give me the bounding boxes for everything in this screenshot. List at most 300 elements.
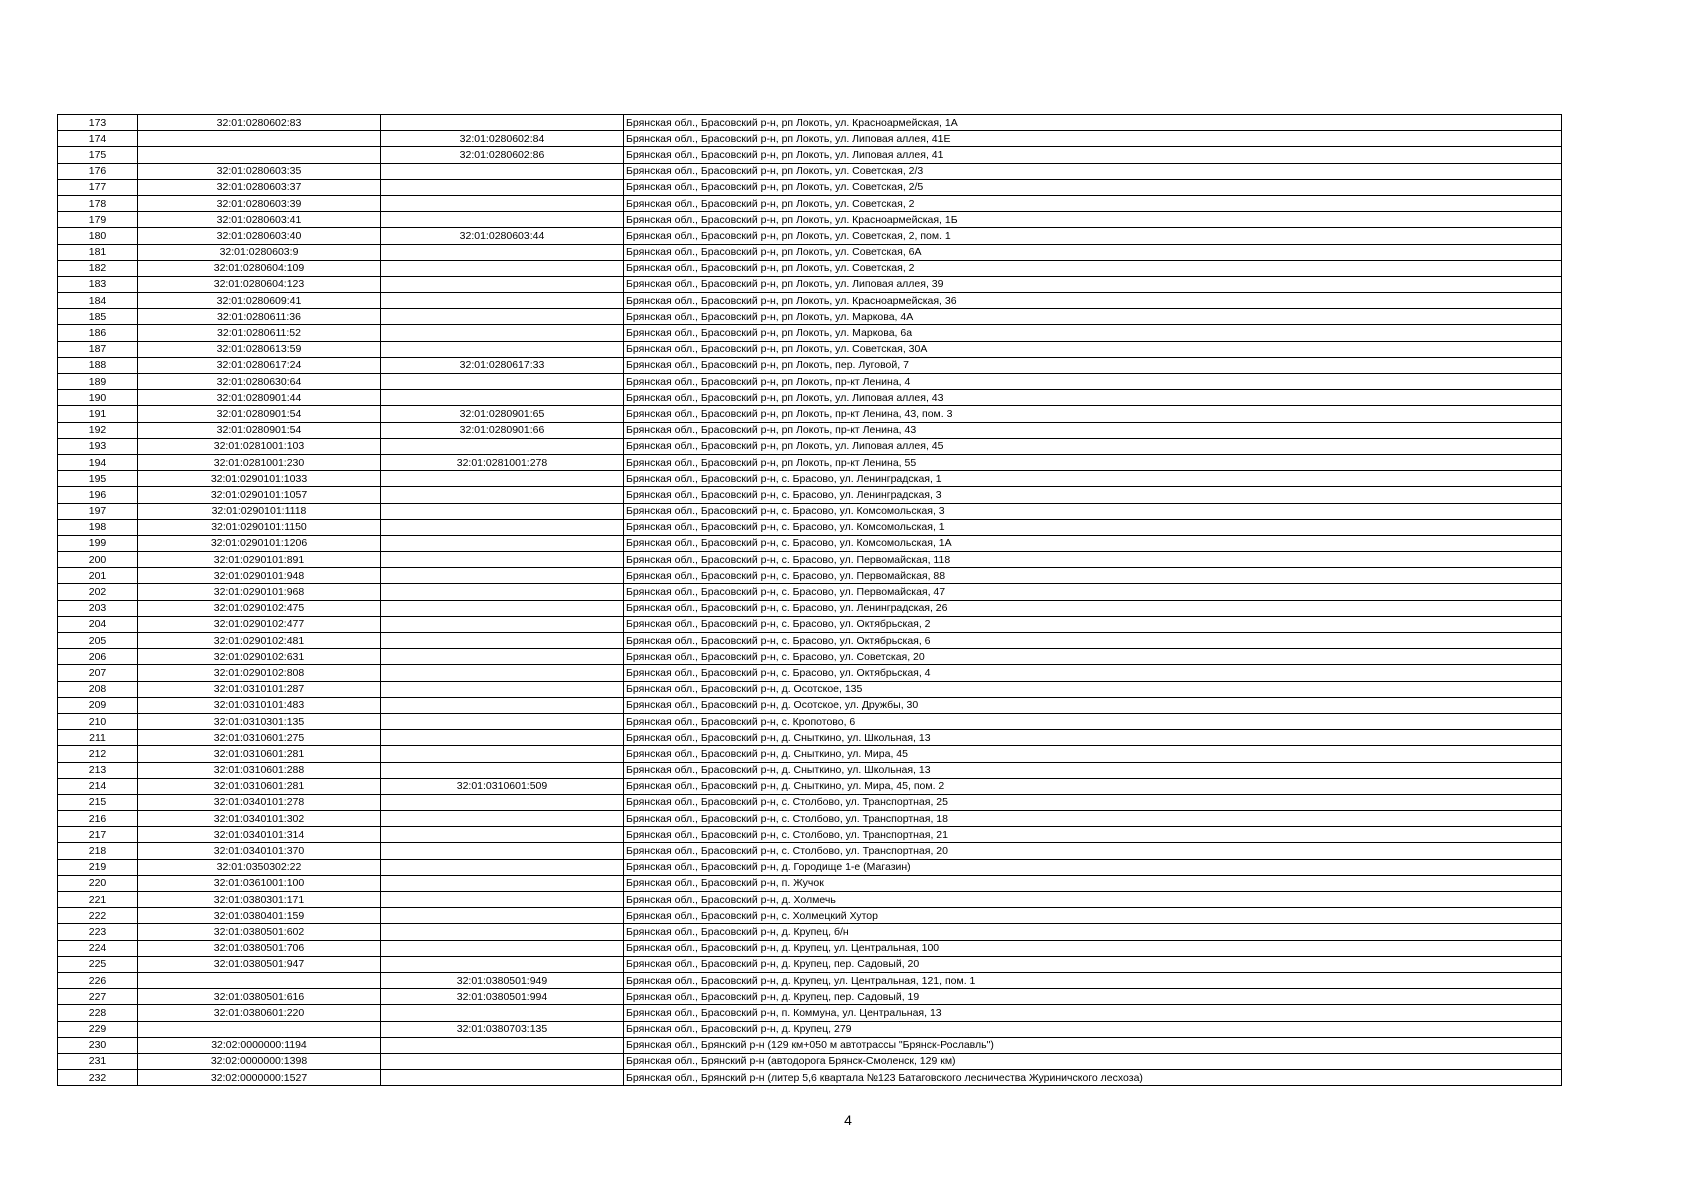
related-cadastral-number-cell: 32:01:0280602:84 bbox=[381, 131, 624, 147]
table-row bbox=[58, 357, 1562, 373]
cadastral-number-cell: 32:01:0290102:631 bbox=[138, 649, 381, 665]
table-row bbox=[58, 1037, 1562, 1053]
address-cell: Брянская обл., Брасовский р-н, рп Локоть, ул. Красноармейская, 1А bbox=[624, 115, 1562, 131]
table-row bbox=[58, 390, 1562, 406]
cadastral-number-cell: 32:01:0280901:54 bbox=[138, 422, 381, 438]
row-number-cell: 193 bbox=[58, 438, 138, 454]
address-cell: Брянская обл., Брасовский р-н, с. Столбово, ул. Транспортная, 20 bbox=[624, 843, 1562, 859]
row-number-cell: 215 bbox=[58, 794, 138, 810]
cadastral-number-cell bbox=[138, 1021, 381, 1037]
related-cadastral-number-cell: 32:01:0280901:65 bbox=[381, 406, 624, 422]
cadastral-number-cell: 32:01:0280603:39 bbox=[138, 195, 381, 211]
related-cadastral-number-cell: 32:01:0380501:994 bbox=[381, 989, 624, 1005]
page-number: 4 bbox=[844, 1112, 852, 1128]
address-cell: Брянская обл., Брасовский р-н, с. Брасово, ул. Первомайская, 118 bbox=[624, 552, 1562, 568]
address-cell: Брянская обл., Брасовский р-н, д. Крупец, пер. Садовый, 20 bbox=[624, 956, 1562, 972]
table-row bbox=[58, 924, 1562, 940]
cadastral-number-cell: 32:01:0281001:230 bbox=[138, 454, 381, 470]
related-cadastral-number-cell bbox=[381, 649, 624, 665]
row-number-cell: 220 bbox=[58, 875, 138, 891]
row-number-cell: 188 bbox=[58, 357, 138, 373]
table-row bbox=[58, 519, 1562, 535]
table-row bbox=[58, 843, 1562, 859]
table-row bbox=[58, 633, 1562, 649]
address-cell: Брянская обл., Брасовский р-н, п. Жучок bbox=[624, 875, 1562, 891]
row-number-cell: 183 bbox=[58, 276, 138, 292]
cadastral-number-cell: 32:01:0310601:281 bbox=[138, 778, 381, 794]
related-cadastral-number-cell bbox=[381, 633, 624, 649]
address-cell: Брянская обл., Брасовский р-н, д. Крупец, пер. Садовый, 19 bbox=[624, 989, 1562, 1005]
row-number-cell: 209 bbox=[58, 697, 138, 713]
cadastral-number-cell: 32:01:0310601:281 bbox=[138, 746, 381, 762]
row-number-cell: 187 bbox=[58, 341, 138, 357]
address-cell: Брянская обл., Брасовский р-н, рп Локоть, ул. Липовая аллея, 45 bbox=[624, 438, 1562, 454]
related-cadastral-number-cell: 32:01:0280603:44 bbox=[381, 228, 624, 244]
table-row bbox=[58, 972, 1562, 988]
address-cell: Брянская обл., Брянский р-н (129 км+050 м автотрассы "Брянск-Рославль") bbox=[624, 1037, 1562, 1053]
table-row bbox=[58, 956, 1562, 972]
address-cell: Брянская обл., Брасовский р-н, рп Локоть, ул. Маркова, 6а bbox=[624, 325, 1562, 341]
related-cadastral-number-cell bbox=[381, 503, 624, 519]
cadastral-number-cell: 32:01:0340101:314 bbox=[138, 827, 381, 843]
cadastral-number-cell: 32:01:0280630:64 bbox=[138, 374, 381, 390]
table-row bbox=[58, 406, 1562, 422]
cadastral-number-cell: 32:01:0380601:220 bbox=[138, 1005, 381, 1021]
table-row bbox=[58, 989, 1562, 1005]
row-number-cell: 228 bbox=[58, 1005, 138, 1021]
address-cell: Брянская обл., Брасовский р-н, рп Локоть, ул. Советская, 6А bbox=[624, 244, 1562, 260]
table-row bbox=[58, 665, 1562, 681]
row-number-cell: 204 bbox=[58, 616, 138, 632]
related-cadastral-number-cell bbox=[381, 713, 624, 729]
table-row bbox=[58, 131, 1562, 147]
related-cadastral-number-cell bbox=[381, 811, 624, 827]
table-row bbox=[58, 892, 1562, 908]
related-cadastral-number-cell: 32:01:0280617:33 bbox=[381, 357, 624, 373]
row-number-cell: 219 bbox=[58, 859, 138, 875]
table-row bbox=[58, 293, 1562, 309]
related-cadastral-number-cell: 32:01:0280602:86 bbox=[381, 147, 624, 163]
row-number-cell: 207 bbox=[58, 665, 138, 681]
table-row bbox=[58, 244, 1562, 260]
row-number-cell: 214 bbox=[58, 778, 138, 794]
related-cadastral-number-cell bbox=[381, 697, 624, 713]
table-row bbox=[58, 325, 1562, 341]
cadastral-number-cell: 32:01:0290102:475 bbox=[138, 600, 381, 616]
row-number-cell: 189 bbox=[58, 374, 138, 390]
row-number-cell: 185 bbox=[58, 309, 138, 325]
cadastral-number-cell: 32:01:0281001:103 bbox=[138, 438, 381, 454]
table-row bbox=[58, 940, 1562, 956]
related-cadastral-number-cell bbox=[381, 163, 624, 179]
related-cadastral-number-cell bbox=[381, 195, 624, 211]
related-cadastral-number-cell bbox=[381, 843, 624, 859]
cadastral-number-cell: 32:01:0340101:370 bbox=[138, 843, 381, 859]
related-cadastral-number-cell bbox=[381, 681, 624, 697]
row-number-cell: 176 bbox=[58, 163, 138, 179]
related-cadastral-number-cell bbox=[381, 1053, 624, 1069]
related-cadastral-number-cell bbox=[381, 1005, 624, 1021]
registry-table-body bbox=[58, 115, 1562, 1086]
table-row bbox=[58, 276, 1562, 292]
row-number-cell: 184 bbox=[58, 293, 138, 309]
table-row bbox=[58, 454, 1562, 470]
cadastral-number-cell: 32:01:0290101:1150 bbox=[138, 519, 381, 535]
address-cell: Брянская обл., Брасовский р-н, рп Локоть, ул. Советская, 30А bbox=[624, 341, 1562, 357]
row-number-cell: 197 bbox=[58, 503, 138, 519]
row-number-cell: 180 bbox=[58, 228, 138, 244]
cadastral-number-cell: 32:01:0380401:159 bbox=[138, 908, 381, 924]
row-number-cell: 174 bbox=[58, 131, 138, 147]
address-cell: Брянская обл., Брасовский р-н, рп Локоть, ул. Маркова, 4А bbox=[624, 309, 1562, 325]
cadastral-number-cell: 32:01:0380501:706 bbox=[138, 940, 381, 956]
row-number-cell: 186 bbox=[58, 325, 138, 341]
address-cell: Брянская обл., Брянский р-н (автодорога Брянск-Смоленск, 129 км) bbox=[624, 1053, 1562, 1069]
cadastral-number-cell: 32:01:0280901:44 bbox=[138, 390, 381, 406]
table-row bbox=[58, 875, 1562, 891]
related-cadastral-number-cell bbox=[381, 293, 624, 309]
row-number-cell: 194 bbox=[58, 454, 138, 470]
related-cadastral-number-cell bbox=[381, 438, 624, 454]
address-cell: Брянская обл., Брасовский р-н, рп Локоть, ул. Советская, 2/3 bbox=[624, 163, 1562, 179]
table-row bbox=[58, 811, 1562, 827]
address-cell: Брянская обл., Брасовский р-н, с. Брасово, ул. Ленинградская, 26 bbox=[624, 600, 1562, 616]
related-cadastral-number-cell bbox=[381, 115, 624, 131]
related-cadastral-number-cell bbox=[381, 762, 624, 778]
address-cell: Брянская обл., Брасовский р-н, рп Локоть, ул. Липовая аллея, 41Е bbox=[624, 131, 1562, 147]
address-cell: Брянская обл., Брасовский р-н, рп Локоть, ул. Липовая аллея, 43 bbox=[624, 390, 1562, 406]
cadastral-number-cell bbox=[138, 131, 381, 147]
address-cell: Брянская обл., Брасовский р-н, рп Локоть, ул. Красноармейская, 1Б bbox=[624, 212, 1562, 228]
cadastral-number-cell: 32:01:0290101:948 bbox=[138, 568, 381, 584]
cadastral-number-cell bbox=[138, 972, 381, 988]
cadastral-number-cell: 32:01:0340101:302 bbox=[138, 811, 381, 827]
row-number-cell: 181 bbox=[58, 244, 138, 260]
table-row bbox=[58, 1070, 1562, 1086]
cadastral-number-cell: 32:01:0380501:602 bbox=[138, 924, 381, 940]
related-cadastral-number-cell bbox=[381, 584, 624, 600]
address-cell: Брянская обл., Брасовский р-н, с. Брасово, ул. Первомайская, 47 bbox=[624, 584, 1562, 600]
cadastral-number-cell: 32:01:0290101:968 bbox=[138, 584, 381, 600]
table-row bbox=[58, 649, 1562, 665]
table-row bbox=[58, 212, 1562, 228]
cadastral-number-cell: 32:01:0280604:123 bbox=[138, 276, 381, 292]
address-cell: Брянская обл., Брасовский р-н, д. Крупец, 279 bbox=[624, 1021, 1562, 1037]
row-number-cell: 199 bbox=[58, 535, 138, 551]
address-cell: Брянская обл., Брасовский р-н, с. Брасово, ул. Первомайская, 88 bbox=[624, 568, 1562, 584]
cadastral-number-cell: 32:01:0290101:1057 bbox=[138, 487, 381, 503]
address-cell: Брянская обл., Брасовский р-н, с. Холмецкий Хутор bbox=[624, 908, 1562, 924]
address-cell: Брянская обл., Брасовский р-н, рп Локоть, пр-кт Ленина, 4 bbox=[624, 374, 1562, 390]
table-row bbox=[58, 568, 1562, 584]
row-number-cell: 173 bbox=[58, 115, 138, 131]
related-cadastral-number-cell bbox=[381, 924, 624, 940]
address-cell: Брянская обл., Брасовский р-н, рп Локоть, ул. Советская, 2/5 bbox=[624, 179, 1562, 195]
cadastral-number-cell: 32:01:0280611:52 bbox=[138, 325, 381, 341]
related-cadastral-number-cell bbox=[381, 244, 624, 260]
related-cadastral-number-cell bbox=[381, 908, 624, 924]
related-cadastral-number-cell bbox=[381, 535, 624, 551]
related-cadastral-number-cell bbox=[381, 730, 624, 746]
row-number-cell: 179 bbox=[58, 212, 138, 228]
related-cadastral-number-cell bbox=[381, 471, 624, 487]
table-row bbox=[58, 487, 1562, 503]
table-row bbox=[58, 471, 1562, 487]
table-row bbox=[58, 746, 1562, 762]
table-row bbox=[58, 422, 1562, 438]
table-row bbox=[58, 163, 1562, 179]
address-cell: Брянская обл., Брасовский р-н, д. Сныткино, ул. Мира, 45, пом. 2 bbox=[624, 778, 1562, 794]
related-cadastral-number-cell bbox=[381, 616, 624, 632]
row-number-cell: 229 bbox=[58, 1021, 138, 1037]
address-cell: Брянская обл., Брасовский р-н, д. Холмечь bbox=[624, 892, 1562, 908]
row-number-cell: 175 bbox=[58, 147, 138, 163]
related-cadastral-number-cell bbox=[381, 552, 624, 568]
cadastral-number-cell: 32:01:0350302:22 bbox=[138, 859, 381, 875]
row-number-cell: 216 bbox=[58, 811, 138, 827]
related-cadastral-number-cell bbox=[381, 309, 624, 325]
address-cell: Брянская обл., Брасовский р-н, рп Локоть, ул. Советская, 2 bbox=[624, 260, 1562, 276]
table-row bbox=[58, 713, 1562, 729]
row-number-cell: 182 bbox=[58, 260, 138, 276]
cadastral-number-cell: 32:01:0280604:109 bbox=[138, 260, 381, 276]
table-row bbox=[58, 115, 1562, 131]
table-row bbox=[58, 503, 1562, 519]
related-cadastral-number-cell bbox=[381, 1070, 624, 1086]
table-row bbox=[58, 616, 1562, 632]
address-cell: Брянская обл., Брасовский р-н, рп Локоть, ул. Липовая аллея, 39 bbox=[624, 276, 1562, 292]
related-cadastral-number-cell: 32:01:0281001:278 bbox=[381, 454, 624, 470]
address-cell: Брянская обл., Брасовский р-н, с. Брасово, ул. Советская, 20 bbox=[624, 649, 1562, 665]
related-cadastral-number-cell bbox=[381, 374, 624, 390]
related-cadastral-number-cell bbox=[381, 212, 624, 228]
address-cell: Брянская обл., Брасовский р-н, д. Крупец, б/н bbox=[624, 924, 1562, 940]
address-cell: Брянская обл., Брасовский р-н, д. Городище 1-е (Магазин) bbox=[624, 859, 1562, 875]
cadastral-number-cell: 32:01:0290101:1118 bbox=[138, 503, 381, 519]
cadastral-number-cell: 32:01:0310601:275 bbox=[138, 730, 381, 746]
table-row bbox=[58, 681, 1562, 697]
address-cell: Брянская обл., Брасовский р-н, с. Брасово, ул. Комсомольская, 1 bbox=[624, 519, 1562, 535]
table-row bbox=[58, 179, 1562, 195]
address-cell: Брянская обл., Брасовский р-н, д. Сныткино, ул. Школьная, 13 bbox=[624, 730, 1562, 746]
address-cell: Брянская обл., Брасовский р-н, д. Сныткино, ул. Мира, 45 bbox=[624, 746, 1562, 762]
table-row bbox=[58, 584, 1562, 600]
related-cadastral-number-cell bbox=[381, 260, 624, 276]
table-row bbox=[58, 697, 1562, 713]
related-cadastral-number-cell bbox=[381, 1037, 624, 1053]
address-cell: Брянская обл., Брасовский р-н, рп Локоть, ул. Советская, 2, пом. 1 bbox=[624, 228, 1562, 244]
table-row bbox=[58, 1005, 1562, 1021]
table-row bbox=[58, 260, 1562, 276]
table-row bbox=[58, 778, 1562, 794]
related-cadastral-number-cell bbox=[381, 892, 624, 908]
table-row bbox=[58, 228, 1562, 244]
related-cadastral-number-cell bbox=[381, 859, 624, 875]
cadastral-number-cell: 32:01:0290102:808 bbox=[138, 665, 381, 681]
related-cadastral-number-cell: 32:01:0380703:135 bbox=[381, 1021, 624, 1037]
table-row bbox=[58, 438, 1562, 454]
address-cell: Брянская обл., Брасовский р-н, д. Крупец, ул. Центральная, 100 bbox=[624, 940, 1562, 956]
row-number-cell: 231 bbox=[58, 1053, 138, 1069]
address-cell: Брянская обл., Брасовский р-н, с. Брасово, ул. Октябрьская, 2 bbox=[624, 616, 1562, 632]
cadastral-number-cell: 32:01:0290102:477 bbox=[138, 616, 381, 632]
cadastral-number-cell: 32:01:0280613:59 bbox=[138, 341, 381, 357]
address-cell: Брянская обл., Брасовский р-н, с. Столбово, ул. Транспортная, 18 bbox=[624, 811, 1562, 827]
address-cell: Брянская обл., Брасовский р-н, рп Локоть, пр-кт Ленина, 43, пом. 3 bbox=[624, 406, 1562, 422]
related-cadastral-number-cell bbox=[381, 568, 624, 584]
cadastral-number-cell: 32:01:0310101:287 bbox=[138, 681, 381, 697]
address-cell: Брянская обл., Брасовский р-н, рп Локоть, пр-кт Ленина, 43 bbox=[624, 422, 1562, 438]
cadastral-number-cell: 32:01:0280603:41 bbox=[138, 212, 381, 228]
cadastral-number-cell: 32:01:0340101:278 bbox=[138, 794, 381, 810]
row-number-cell: 195 bbox=[58, 471, 138, 487]
cadastral-number-cell: 32:01:0280603:40 bbox=[138, 228, 381, 244]
address-cell: Брянская обл., Брасовский р-н, с. Столбово, ул. Транспортная, 21 bbox=[624, 827, 1562, 843]
row-number-cell: 191 bbox=[58, 406, 138, 422]
table-row bbox=[58, 1021, 1562, 1037]
related-cadastral-number-cell bbox=[381, 341, 624, 357]
table-row bbox=[58, 535, 1562, 551]
address-cell: Брянская обл., Брасовский р-н, д. Осотское, ул. Дружбы, 30 bbox=[624, 697, 1562, 713]
address-cell: Брянская обл., Брасовский р-н, с. Столбово, ул. Транспортная, 25 bbox=[624, 794, 1562, 810]
table-row bbox=[58, 908, 1562, 924]
cadastral-number-cell: 32:01:0280603:37 bbox=[138, 179, 381, 195]
cadastral-number-cell: 32:02:0000000:1527 bbox=[138, 1070, 381, 1086]
related-cadastral-number-cell bbox=[381, 276, 624, 292]
row-number-cell: 217 bbox=[58, 827, 138, 843]
related-cadastral-number-cell bbox=[381, 600, 624, 616]
address-cell: Брянская обл., Брасовский р-н, с. Брасово, ул. Октябрьская, 4 bbox=[624, 665, 1562, 681]
registry-table bbox=[57, 114, 1562, 1086]
row-number-cell: 200 bbox=[58, 552, 138, 568]
related-cadastral-number-cell bbox=[381, 956, 624, 972]
address-cell: Брянская обл., Брасовский р-н, рп Локоть, ул. Красноармейская, 36 bbox=[624, 293, 1562, 309]
address-cell: Брянская обл., Брасовский р-н, с. Брасово, ул. Ленинградская, 1 bbox=[624, 471, 1562, 487]
table-row bbox=[58, 341, 1562, 357]
cadastral-number-cell: 32:01:0361001:100 bbox=[138, 875, 381, 891]
cadastral-number-cell: 32:01:0280609:41 bbox=[138, 293, 381, 309]
row-number-cell: 203 bbox=[58, 600, 138, 616]
table-row bbox=[58, 374, 1562, 390]
table-row bbox=[58, 730, 1562, 746]
cadastral-number-cell: 32:01:0380301:171 bbox=[138, 892, 381, 908]
related-cadastral-number-cell bbox=[381, 940, 624, 956]
row-number-cell: 196 bbox=[58, 487, 138, 503]
table-row bbox=[58, 552, 1562, 568]
row-number-cell: 225 bbox=[58, 956, 138, 972]
address-cell: Брянская обл., Брасовский р-н, рп Локоть, ул. Советская, 2 bbox=[624, 195, 1562, 211]
row-number-cell: 208 bbox=[58, 681, 138, 697]
cadastral-number-cell: 32:02:0000000:1194 bbox=[138, 1037, 381, 1053]
row-number-cell: 177 bbox=[58, 179, 138, 195]
row-number-cell: 226 bbox=[58, 972, 138, 988]
row-number-cell: 178 bbox=[58, 195, 138, 211]
cadastral-number-cell: 32:01:0290101:891 bbox=[138, 552, 381, 568]
row-number-cell: 213 bbox=[58, 762, 138, 778]
address-cell: Брянская обл., Брасовский р-н, д. Сныткино, ул. Школьная, 13 bbox=[624, 762, 1562, 778]
related-cadastral-number-cell bbox=[381, 827, 624, 843]
cadastral-number-cell: 32:01:0290101:1206 bbox=[138, 535, 381, 551]
row-number-cell: 230 bbox=[58, 1037, 138, 1053]
cadastral-number-cell: 32:01:0380501:947 bbox=[138, 956, 381, 972]
related-cadastral-number-cell bbox=[381, 794, 624, 810]
table-row bbox=[58, 195, 1562, 211]
row-number-cell: 201 bbox=[58, 568, 138, 584]
row-number-cell: 223 bbox=[58, 924, 138, 940]
related-cadastral-number-cell bbox=[381, 665, 624, 681]
table-row bbox=[58, 762, 1562, 778]
address-cell: Брянская обл., Брасовский р-н, п. Коммуна, ул. Центральная, 13 bbox=[624, 1005, 1562, 1021]
table-row bbox=[58, 827, 1562, 843]
table-row bbox=[58, 147, 1562, 163]
row-number-cell: 205 bbox=[58, 633, 138, 649]
address-cell: Брянская обл., Брасовский р-н, рп Локоть, ул. Липовая аллея, 41 bbox=[624, 147, 1562, 163]
row-number-cell: 192 bbox=[58, 422, 138, 438]
cadastral-number-cell: 32:01:0280611:36 bbox=[138, 309, 381, 325]
cadastral-number-cell: 32:01:0290102:481 bbox=[138, 633, 381, 649]
cadastral-number-cell bbox=[138, 147, 381, 163]
table-row bbox=[58, 794, 1562, 810]
related-cadastral-number-cell: 32:01:0310601:509 bbox=[381, 778, 624, 794]
table-row bbox=[58, 859, 1562, 875]
cadastral-number-cell: 32:01:0310101:483 bbox=[138, 697, 381, 713]
row-number-cell: 218 bbox=[58, 843, 138, 859]
cadastral-number-cell: 32:01:0280603:35 bbox=[138, 163, 381, 179]
cadastral-number-cell: 32:01:0380501:616 bbox=[138, 989, 381, 1005]
related-cadastral-number-cell: 32:01:0380501:949 bbox=[381, 972, 624, 988]
row-number-cell: 224 bbox=[58, 940, 138, 956]
row-number-cell: 206 bbox=[58, 649, 138, 665]
address-cell: Брянская обл., Брасовский р-н, с. Брасово, ул. Комсомольская, 3 bbox=[624, 503, 1562, 519]
row-number-cell: 222 bbox=[58, 908, 138, 924]
row-number-cell: 198 bbox=[58, 519, 138, 535]
cadastral-number-cell: 32:01:0280602:83 bbox=[138, 115, 381, 131]
related-cadastral-number-cell: 32:01:0280901:66 bbox=[381, 422, 624, 438]
row-number-cell: 210 bbox=[58, 713, 138, 729]
table-row bbox=[58, 309, 1562, 325]
cadastral-number-cell: 32:01:0280617:24 bbox=[138, 357, 381, 373]
related-cadastral-number-cell bbox=[381, 746, 624, 762]
cadastral-number-cell: 32:01:0280603:9 bbox=[138, 244, 381, 260]
cadastral-number-cell: 32:01:0290101:1033 bbox=[138, 471, 381, 487]
address-cell: Брянская обл., Брасовский р-н, с. Брасово, ул. Комсомольская, 1А bbox=[624, 535, 1562, 551]
address-cell: Брянская обл., Брасовский р-н, д. Крупец, ул. Центральная, 121, пом. 1 bbox=[624, 972, 1562, 988]
address-cell: Брянская обл., Брасовский р-н, рп Локоть, пр-кт Ленина, 55 bbox=[624, 454, 1562, 470]
related-cadastral-number-cell bbox=[381, 390, 624, 406]
row-number-cell: 221 bbox=[58, 892, 138, 908]
address-cell: Брянская обл., Брасовский р-н, с. Кропотово, 6 bbox=[624, 713, 1562, 729]
address-cell: Брянская обл., Брасовский р-н, д. Осотское, 135 bbox=[624, 681, 1562, 697]
related-cadastral-number-cell bbox=[381, 487, 624, 503]
related-cadastral-number-cell bbox=[381, 875, 624, 891]
row-number-cell: 202 bbox=[58, 584, 138, 600]
address-cell: Брянская обл., Брянский р-н (литер 5,6 квартала №123 Батаговского лесничества Журиничского лесхоза) bbox=[624, 1070, 1562, 1086]
address-cell: Брянская обл., Брасовский р-н, рп Локоть, пер. Луговой, 7 bbox=[624, 357, 1562, 373]
cadastral-number-cell: 32:01:0280901:54 bbox=[138, 406, 381, 422]
row-number-cell: 212 bbox=[58, 746, 138, 762]
cadastral-number-cell: 32:01:0310301:135 bbox=[138, 713, 381, 729]
address-cell: Брянская обл., Брасовский р-н, с. Брасово, ул. Октябрьская, 6 bbox=[624, 633, 1562, 649]
address-cell: Брянская обл., Брасовский р-н, с. Брасово, ул. Ленинградская, 3 bbox=[624, 487, 1562, 503]
cadastral-number-cell: 32:02:0000000:1398 bbox=[138, 1053, 381, 1069]
related-cadastral-number-cell bbox=[381, 519, 624, 535]
cadastral-number-cell: 32:01:0310601:288 bbox=[138, 762, 381, 778]
table-row bbox=[58, 1053, 1562, 1069]
row-number-cell: 211 bbox=[58, 730, 138, 746]
table-row bbox=[58, 600, 1562, 616]
row-number-cell: 227 bbox=[58, 989, 138, 1005]
related-cadastral-number-cell bbox=[381, 325, 624, 341]
